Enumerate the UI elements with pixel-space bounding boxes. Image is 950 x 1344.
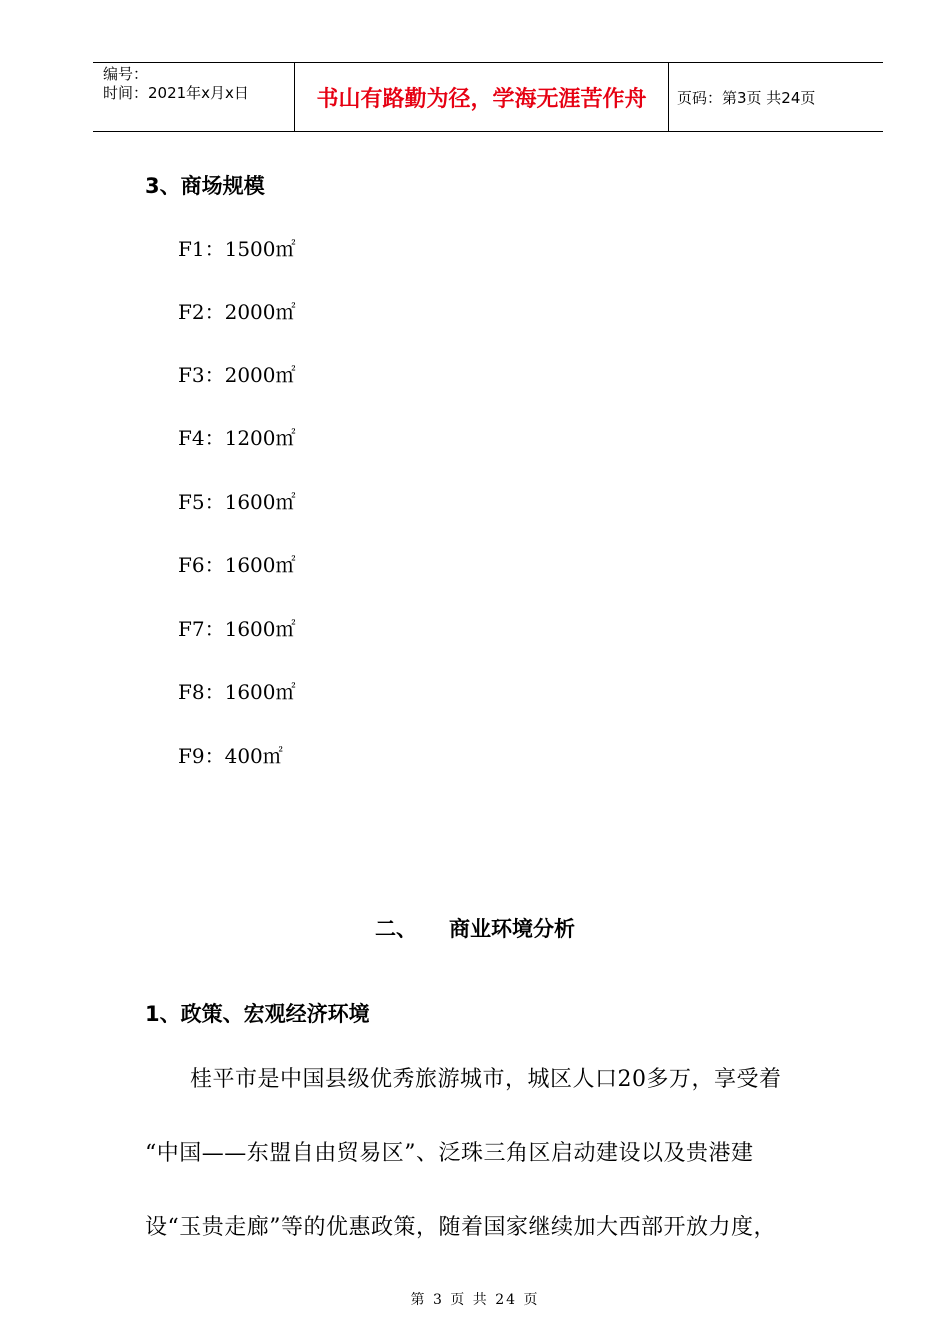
section-title: 3、商场规模: [145, 174, 265, 198]
floor-area-item: F7：1600㎡: [178, 617, 296, 641]
header-page-info: 页码：第3页 共24页: [677, 88, 816, 107]
floor-area-item: F4：1200㎡: [178, 426, 296, 450]
floor-area-item: F6：1600㎡: [178, 553, 296, 577]
header-left-cell: [93, 63, 295, 131]
header-page-cell: [669, 63, 883, 131]
paragraph-line: “中国——东盟自由贸易区”、泛珠三角区启动建设以及贵港建: [145, 1141, 754, 1166]
paragraph-line: 设“玉贵走廊”等的优惠政策，随着国家继续加大西部开放力度，: [145, 1215, 776, 1240]
document-time-label: 时间：2021年x月x日: [103, 84, 249, 102]
chapter-heading: [0, 913, 950, 943]
floor-area-item: F5：1600㎡: [178, 490, 296, 514]
page-header: [93, 62, 883, 132]
subsection-title: 1、政策、宏观经济环境: [145, 1002, 370, 1026]
floor-area-item: F2：2000㎡: [178, 300, 296, 324]
chapter-title: 商业环境分析: [449, 917, 575, 941]
floor-area-item: F9：400㎡: [178, 744, 283, 768]
paragraph-line: 桂平市是中国县级优秀旅游城市，城区人口20多万，享受着: [145, 1067, 782, 1092]
page-footer: 第 3 页 共 24 页: [410, 1292, 540, 1308]
header-motto: 书山有路勤为径，学海无涯苦作舟: [316, 86, 647, 112]
floor-area-item: F3：2000㎡: [178, 363, 296, 387]
chapter-number: 二、: [375, 917, 417, 941]
header-motto-cell: [295, 63, 669, 131]
floor-area-item: F1：1500㎡: [178, 237, 296, 261]
document-number-label: 编号：: [103, 65, 149, 83]
floor-area-item: F8：1600㎡: [178, 680, 296, 704]
